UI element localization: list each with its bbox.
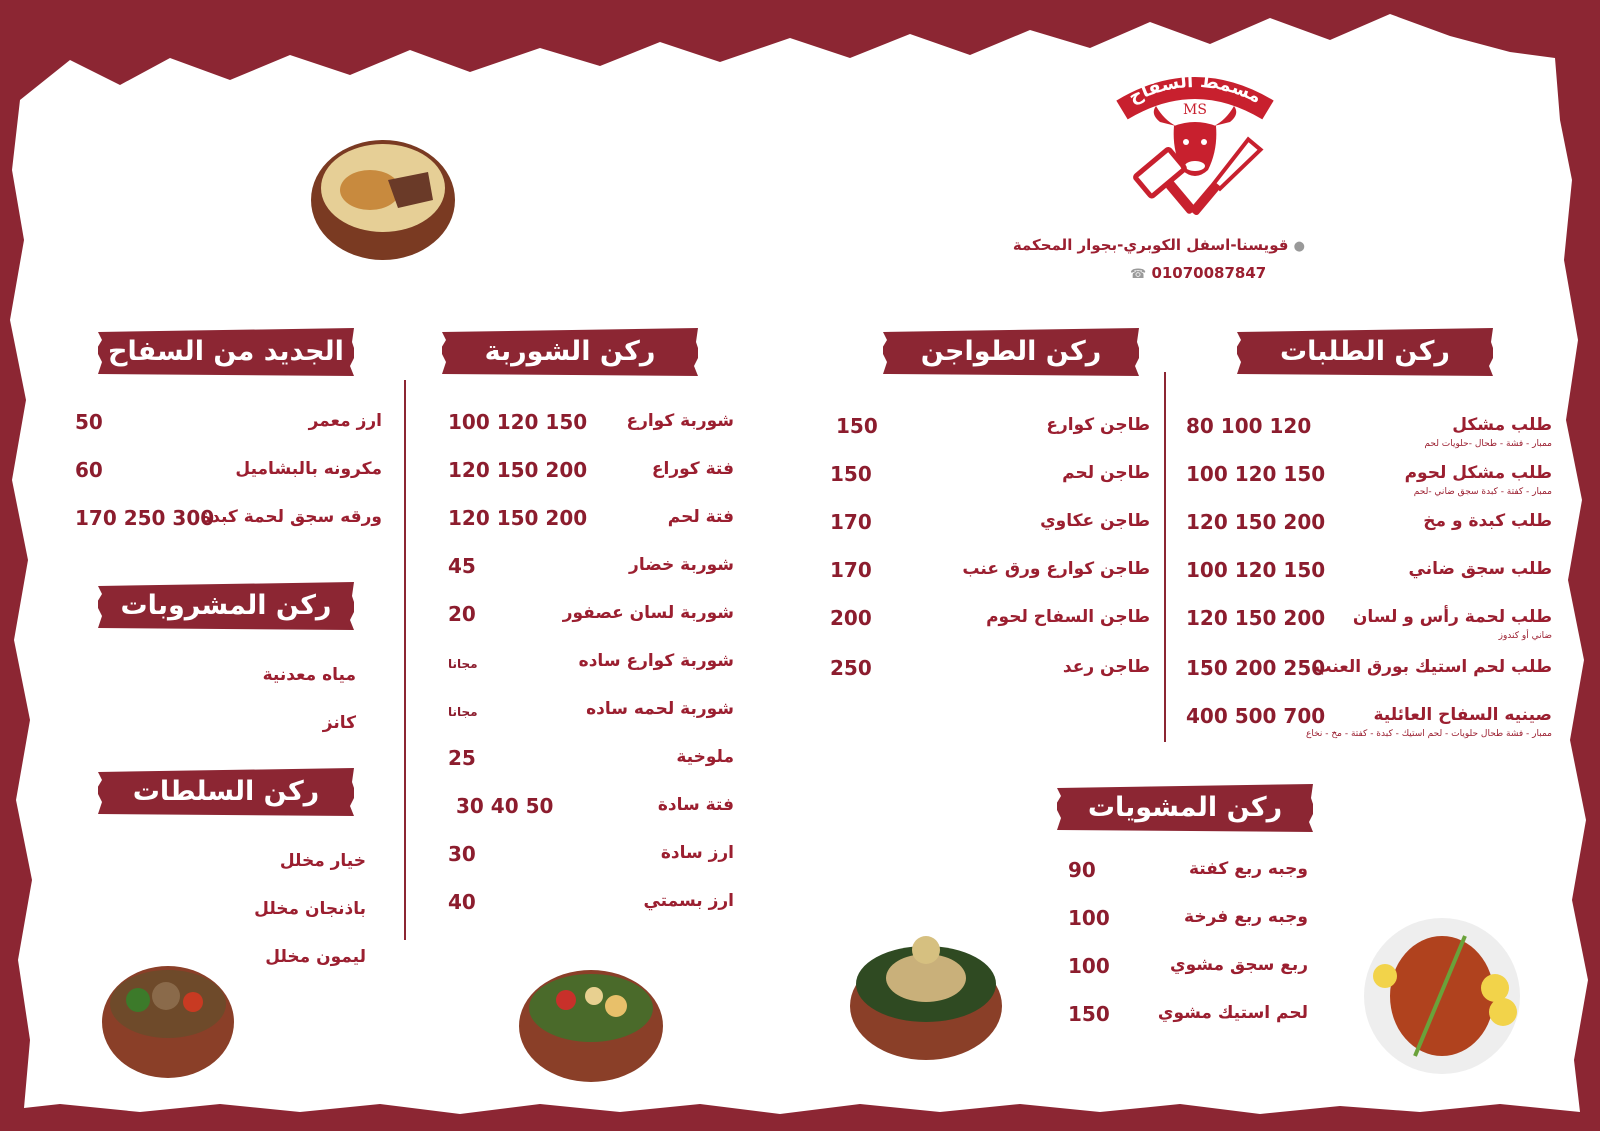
phone-line <box>1130 264 1267 282</box>
menu-item-price: 170 <box>830 558 872 582</box>
menu-item-name: طلب مشكل <box>1452 415 1552 435</box>
menu-item-name: طاجن رعد <box>1062 657 1150 677</box>
menu-item-name: فتة سادة <box>657 795 734 815</box>
menu-item-price: 50 <box>75 410 103 434</box>
phone-number: 01070087847 <box>1151 264 1267 282</box>
menu-item-name: لحم استيك مشوي <box>1157 1003 1308 1023</box>
menu-item-name: شوربة كوارع <box>626 411 734 431</box>
menu-item-name: ربع سجق مشوي <box>1170 955 1308 975</box>
column-divider-2 <box>404 380 406 940</box>
menu-item-price: 80 100 120 <box>1186 414 1312 438</box>
banner-tawagen <box>883 328 1139 376</box>
menu-item-price: 170 <box>830 510 872 534</box>
menu-item-note: ممبار - كفتة - كبدة سجق ضاني -لحم <box>1413 487 1552 497</box>
drink-item: مياه معدنية <box>262 665 356 685</box>
menu-item-name: ارز سادة <box>660 843 734 863</box>
banner-new-title: الجديد من السفاح <box>108 336 344 367</box>
menu-item-name: ورقه سجق لحمة كبدة <box>201 507 382 527</box>
rice-casserole-photo <box>308 130 458 265</box>
banner-tawagen-title: ركن الطواجن <box>920 336 1102 367</box>
menu-item-price: 100 120 150 <box>448 410 588 434</box>
menu-item-price: 45 <box>448 554 476 578</box>
menu-item-price: 120 150 200 <box>1186 606 1326 630</box>
banner-drinks-title: ركن المشروبات <box>120 590 332 621</box>
banner-shorba-title: ركن الشوربة <box>484 336 656 367</box>
banner-salads <box>98 768 354 855</box>
menu-item-name: طاجن كوارع <box>1046 415 1150 435</box>
menu-item-name: شوربة لحمه ساده <box>586 699 734 719</box>
banner-drinks <box>98 582 354 630</box>
menu-item-price: 60 <box>75 458 103 482</box>
menu-item-name: طاجن السفاح لحوم <box>986 607 1150 627</box>
menu-item-price: 30 <box>448 842 476 866</box>
address-line <box>1012 236 1305 254</box>
address-text: قويسنا-اسفل الكوبري-بجوار المحكمة <box>1012 236 1289 254</box>
salad-item: ليمون مخلل <box>265 947 366 967</box>
menu-item-price: 200 <box>830 606 872 630</box>
menu-item-price: 25 <box>448 746 476 770</box>
banner-salads-title: ركن السلطات مجاني <box>132 776 320 855</box>
menu-item-name: وجبه ربع فرخة <box>1184 907 1308 927</box>
menu-item-price: 120 150 200 <box>448 506 588 530</box>
salad-item: خيار مخلل <box>279 851 366 871</box>
okra-tagine-photo <box>516 960 666 1085</box>
menu-item-note: ممبار - فشة طحال حلويات - لحم استيك - كبدة - كفتة - مخ - نخاع <box>1305 729 1552 739</box>
banner-grills-title: ركن المشويات <box>1087 792 1283 823</box>
banner-talabat-title: ركن الطلبات <box>1280 336 1450 367</box>
menu-item-name: ملوخية <box>676 747 734 767</box>
location-pin-icon: ● <box>1293 239 1305 254</box>
banner-new <box>98 328 354 376</box>
brand-name: مسمط السفاح <box>1125 70 1265 108</box>
menu-item-name: طلب لحم استيك بورق العنب <box>1314 657 1552 677</box>
menu-item-price: 40 <box>448 890 476 914</box>
menu-item-price: 150 <box>836 414 878 438</box>
menu-item-price: 400 500 700 <box>1186 704 1326 728</box>
menu-item-note: ممبار - فشة - طحال -حلويات لحم <box>1424 439 1552 449</box>
menu-item-price: 120 150 200 <box>448 458 588 482</box>
menu-item-name: شوربة خضار <box>629 555 734 575</box>
menu-item-name: ارز معمر <box>308 411 382 431</box>
stuffed-grape-leaves-photo <box>846 928 1006 1063</box>
menu-item-name: طلب مشكل لحوم <box>1404 463 1552 483</box>
menu-item-name: طلب سجق ضاني <box>1408 559 1552 579</box>
menu-item-free: مجانا <box>448 657 478 671</box>
menu-item-name: طاجن عكاوي <box>1040 511 1150 531</box>
menu-item-name: صينيه السفاح العائلية <box>1373 705 1552 725</box>
menu-item-price: 100 120 150 <box>1186 462 1326 486</box>
menu-item-price: 100 120 150 <box>1186 558 1326 582</box>
menu-item-price: 150 200 250 <box>1186 656 1326 680</box>
banner-shorba <box>442 328 698 376</box>
column-divider-1 <box>1164 372 1166 742</box>
menu-item-name: شوربة كوارع ساده <box>578 651 734 671</box>
menu-item-free: مجانا <box>448 705 478 719</box>
menu-item-name: ارز بسمتي <box>643 891 734 911</box>
menu-item-price: 170 250 300 <box>75 506 215 530</box>
menu-item-name: طلب لحمة رأس و لسان <box>1352 607 1552 627</box>
phone-icon: ☎ <box>1130 267 1147 282</box>
banner-talabat <box>1237 328 1493 376</box>
menu-item-note: ضاني أو كندوز <box>1498 631 1552 641</box>
menu-item-price: 90 <box>1068 858 1096 882</box>
menu-item-name: طلب كبدة و مخ <box>1423 511 1552 531</box>
menu-item-price: 30 40 50 <box>456 794 554 818</box>
menu-item-price: 120 150 200 <box>1186 510 1326 534</box>
menu-item-name: طاجن لحم <box>1062 463 1150 483</box>
menu-item-price: 150 <box>1068 1002 1110 1026</box>
drink-item: كانز <box>322 713 356 733</box>
menu-item-name: طاجن كوارع ورق عنب <box>962 559 1150 579</box>
menu-item-price: 20 <box>448 602 476 626</box>
brand-logo <box>1110 70 1280 230</box>
menu-item-name: فتة لحم <box>667 507 734 527</box>
menu-item-price: 100 <box>1068 954 1110 978</box>
menu-item-price: 100 <box>1068 906 1110 930</box>
brand-monogram: MS <box>1183 102 1207 118</box>
menu-item-name: مكرونه بالبشاميل <box>235 459 382 479</box>
menu-item-price: 150 <box>830 462 872 486</box>
menu-item-name: فتة كوراع <box>651 459 734 479</box>
salad-item: باذنجان مخلل <box>254 899 366 919</box>
menu-item-name: شوربة لسان عصفور <box>562 603 734 623</box>
menu-item-name: وجبه ربع كفتة <box>1188 859 1308 879</box>
roast-chicken-photo <box>1355 916 1530 1076</box>
menu-item-price: 250 <box>830 656 872 680</box>
meat-stew-pot-photo <box>98 952 238 1082</box>
banner-grills <box>1057 784 1313 832</box>
